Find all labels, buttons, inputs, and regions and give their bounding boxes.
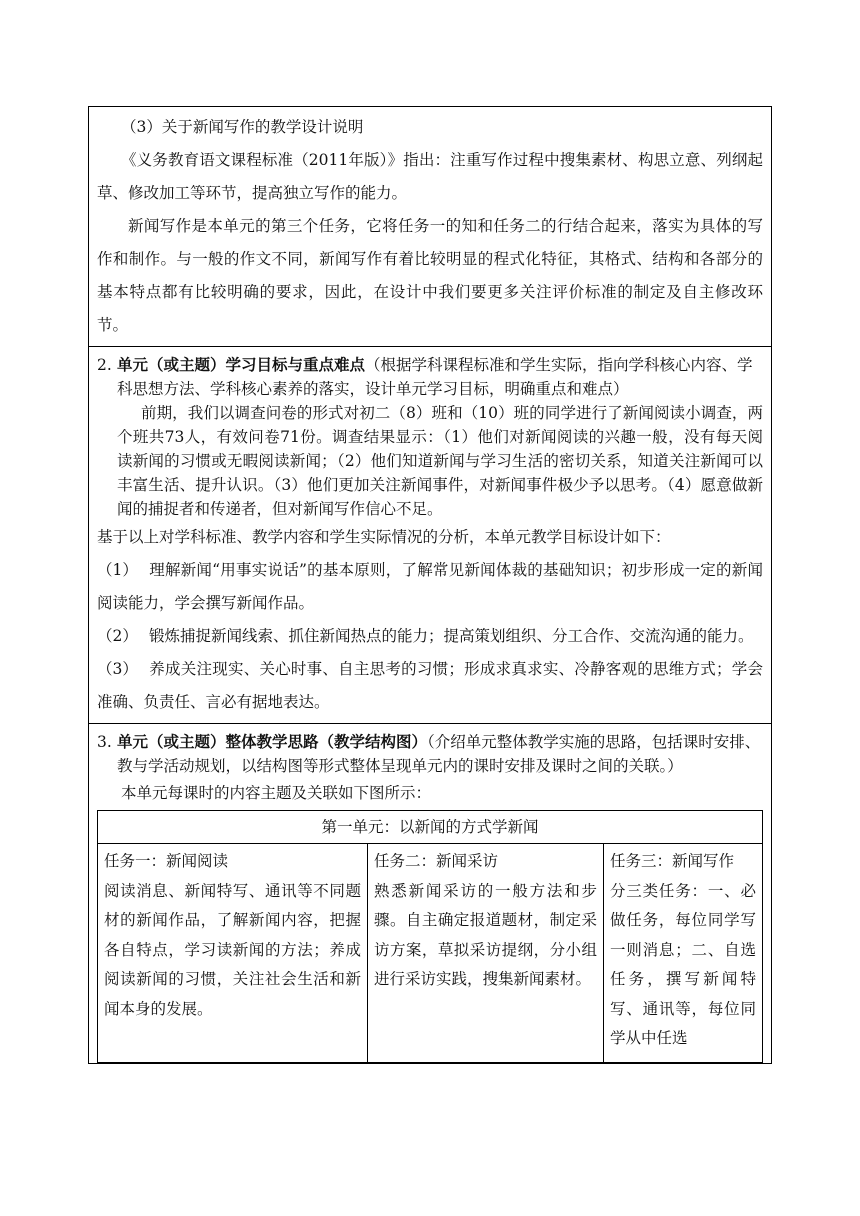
task-cell-writing: [604, 844, 763, 1063]
goal-text: 锻炼捕捉新闻线索、抓住新闻热点的能力；提高策划组织、分工合作、交流沟通的能力。: [149, 627, 754, 645]
task-name: 任务三：新闻写作: [610, 852, 735, 870]
goals-section-title: 单元（或主题）学习目标与重点难点: [117, 356, 366, 374]
goals-section-heading: [97, 353, 763, 401]
news-writing-paragraph: 新闻写作是本单元的第三个任务，它将任务一的知和任务二的行结合起来，落实为具体的写作和制作。与一般的作文不同，新闻写作有着比较明显的程式化特征，其格式、结构和各部分的基本特点都有比较明确的要求，因此，在设计中我们要更多关注评价标准的制定及自主修改环节。: [97, 217, 763, 334]
goal-item: [97, 653, 763, 719]
goal-item: [97, 554, 763, 620]
section-number: 2.: [97, 356, 112, 374]
curriculum-quote-paragraph: 《义务教育语文课程标准（2011年版）》指出：注重写作过程中搜集素材、构思立意、列纲起草、修改加工等环节，提高独立写作的能力。: [97, 151, 763, 202]
unit-structure-table: [97, 810, 763, 1063]
task-description: 分三类任务：一、必做任务，每位同学写一则消息；二、自选任务，撰写新闻特写、通讯等，每位同学从中任选: [610, 881, 756, 1047]
section-row-teaching-structure: [89, 724, 772, 1064]
section-number: 3.: [97, 733, 112, 751]
lesson-plan-table: [88, 106, 772, 1064]
task-description: 阅读消息、新闻特写、通讯等不同题材的新闻作品，了解新闻内容，把握各自特点，学习读新闻的方法；养成阅读新闻的习惯，关注社会生活和新闻本身的发展。: [104, 881, 361, 1018]
task-name: 任务二：新闻采访: [374, 852, 499, 870]
task-description: 熟悉新闻采访的一般方法和步骤。自主确定报道题材，制定采访方案，草拟采访提纲，分小组进行采访实践，搜集新闻素材。: [374, 881, 597, 988]
goal-number: （2）: [97, 627, 138, 645]
goal-number: （1）: [97, 561, 138, 579]
goals-intro-paragraph: 基于以上对学科标准、教学内容和学生实际情况的分析，本单元教学目标设计如下：: [97, 528, 671, 546]
task-name: 任务一：新闻阅读: [104, 852, 229, 870]
survey-paragraph: 前期，我们以调查问卷的形式对初二（8）班和（10）班的同学进行了新闻阅读小调查，两个班共73人，有效问卷71份。调查结果显示：（1）他们对新闻阅读的兴趣一般，没有每天阅读新闻的习惯或无暇阅读新闻；（2）他们知道新闻与学习生活的密切关系，知道关注新闻可以丰富生活、提升认识。（3）他们更加关注新闻事件，对新闻事件极少予以思考。（4）愿意做新闻的捕捉者和传递者，但对新闻写作信心不足。: [117, 404, 763, 518]
goal-text: 理解新闻“用事实说话”的基本原则，了解常见新闻体裁的基础知识；初步形成一定的新闻阅读能力，学会撰写新闻作品。: [97, 561, 763, 612]
structure-intro: 本单元每课时的内容主题及关联如下图所示：: [121, 784, 432, 802]
structure-section-note: （介绍单元整体教学实施的思路，包括课时安排、教与学活动规划，以结构图等形式整体呈现单元内的课时安排及课时之间的关联。）: [117, 733, 761, 775]
unit-title: 第一单元：以新闻的方式学新闻: [98, 811, 763, 844]
goals-cell: [89, 347, 772, 724]
section-row-writing-notes: [89, 107, 772, 347]
structure-section-title: 单元（或主题）整体教学思路（教学结构图）: [117, 733, 428, 751]
goal-number: （3）: [97, 660, 138, 678]
writing-notes-cell: [89, 107, 772, 347]
task-cell-reading: [98, 844, 368, 1063]
task-cell-interview: [368, 844, 604, 1063]
structure-section-heading: [97, 730, 763, 778]
writing-notes-heading: （3）关于新闻写作的教学设计说明: [121, 118, 364, 136]
goal-text: 养成关注现实、关心时事、自主思考的习惯；形成求真求实、冷静客观的思维方式；学会准确、负责任、言必有据地表达。: [97, 660, 763, 711]
goals-section-note: （根据学科课程标准和学生实际，指向学科核心内容、学科思想方法、学科核心素养的落实，设计单元学习目标，明确重点和难点）: [117, 356, 753, 398]
goal-item: [97, 620, 763, 653]
teaching-structure-cell: [89, 724, 772, 1064]
section-row-goals: [89, 347, 772, 724]
